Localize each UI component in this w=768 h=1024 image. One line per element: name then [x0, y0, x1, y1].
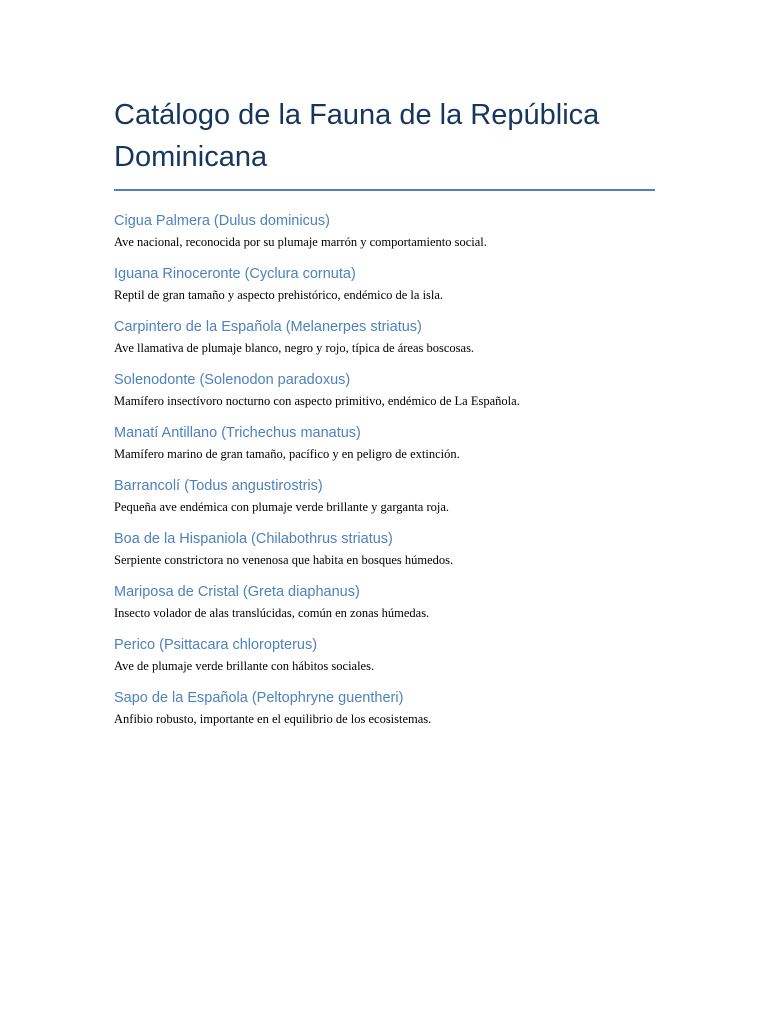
entry-description: Anfibio robusto, importante en el equilibrio de los ecosistemas. — [114, 712, 432, 726]
entry-heading: Cigua Palmera (Dulus dominicus) — [114, 213, 330, 229]
document-page — [114, 94, 655, 741]
entry-1 — [114, 211, 655, 251]
entry-heading: Boa de la Hispaniola (Chilabothrus striatus) — [114, 531, 393, 547]
document-title: Catálogo de la Fauna de la República Dominicana — [114, 99, 600, 173]
entry-description: Serpiente constrictora no venenosa que habita en bosques húmedos. — [114, 553, 454, 567]
entry-description: Pequeña ave endémica con plumaje verde brillante y garganta roja. — [114, 500, 450, 514]
entry-description: Ave llamativa de plumaje blanco, negro y rojo, típica de áreas boscosas. — [114, 341, 475, 355]
entry-heading: Manatí Antillano (Trichechus manatus) — [114, 425, 361, 441]
entry-description: Mamífero marino de gran tamaño, pacífico y en peligro de extinción. — [114, 447, 460, 461]
entry-heading: Solenodonte (Solenodon paradoxus) — [114, 372, 351, 388]
entry-7 — [114, 529, 655, 569]
entry-heading: Barrancolí (Todus angustirostris) — [114, 478, 323, 494]
entry-description: Reptil de gran tamaño y aspecto prehistórico, endémico de la isla. — [114, 288, 444, 302]
entry-2 — [114, 264, 655, 304]
entry-5 — [114, 423, 655, 463]
entry-10 — [114, 688, 655, 728]
entry-heading: Carpintero de la Española (Melanerpes striatus) — [114, 319, 422, 335]
entry-8 — [114, 582, 655, 622]
title-divider — [114, 189, 655, 191]
entry-9 — [114, 635, 655, 675]
entry-description: Ave nacional, reconocida por su plumaje marrón y comportamiento social. — [114, 235, 487, 249]
entry-3 — [114, 317, 655, 357]
entry-4 — [114, 370, 655, 410]
entry-heading: Perico (Psittacara chloropterus) — [114, 637, 318, 653]
entry-6 — [114, 476, 655, 516]
entry-description: Ave de plumaje verde brillante con hábitos sociales. — [114, 659, 375, 673]
entry-heading: Iguana Rinoceronte (Cyclura cornuta) — [114, 266, 356, 282]
entry-description: Insecto volador de alas translúcidas, común en zonas húmedas. — [114, 606, 430, 620]
entry-heading: Sapo de la Española (Peltophryne guentheri) — [114, 690, 404, 706]
entry-description: Mamífero insectívoro nocturno con aspecto primitivo, endémico de La Española. — [114, 394, 520, 408]
entry-heading: Mariposa de Cristal (Greta diaphanus) — [114, 584, 360, 600]
